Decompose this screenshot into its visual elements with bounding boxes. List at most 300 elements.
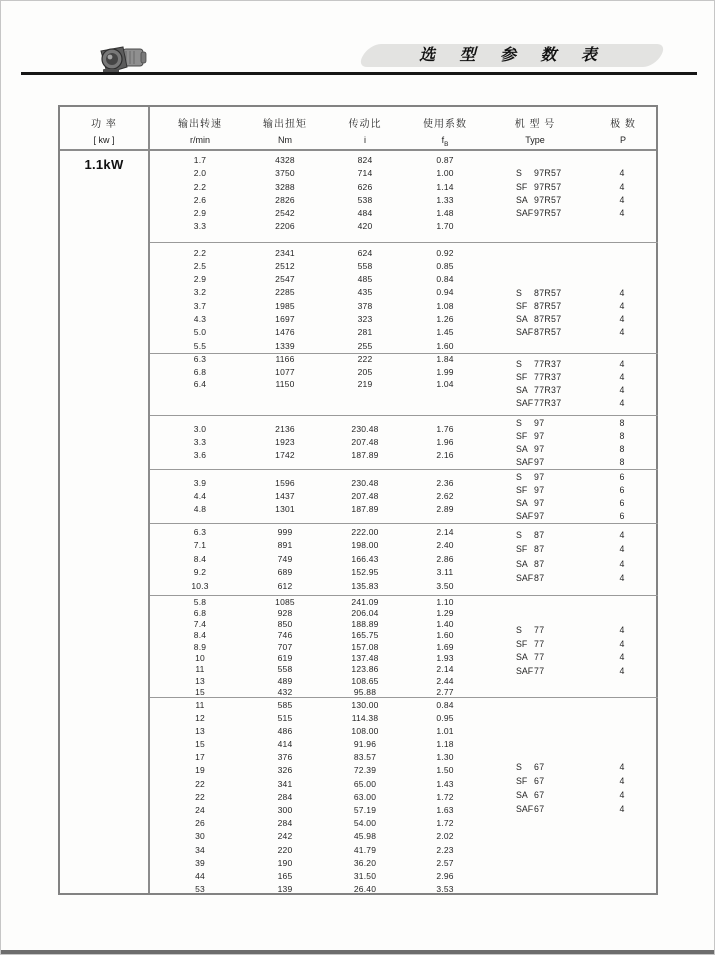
cell-torque: 1301 bbox=[275, 504, 295, 515]
type-model: 87 bbox=[534, 558, 545, 569]
poles-value: 8 bbox=[619, 457, 625, 467]
cell-speed: 2.9 bbox=[193, 274, 207, 285]
poles-value: 4 bbox=[619, 558, 625, 569]
cell-speed: 44 bbox=[195, 870, 205, 881]
cell-service-factor: 0.85 bbox=[436, 260, 454, 271]
type-model: 87R57 bbox=[534, 300, 562, 311]
table-row bbox=[150, 738, 658, 751]
cell-service-factor: 2.02 bbox=[436, 831, 454, 842]
cell-speed: 11 bbox=[195, 664, 205, 675]
cell-service-factor: 0.84 bbox=[436, 274, 454, 285]
type-prefix: SF bbox=[516, 300, 528, 311]
cell-torque: 1085 bbox=[275, 596, 295, 607]
cell-service-factor: 2.16 bbox=[436, 450, 454, 461]
poles-value: 8 bbox=[619, 418, 625, 428]
cell-torque: 891 bbox=[277, 540, 293, 551]
cell-service-factor: 1.70 bbox=[436, 221, 454, 232]
table-row bbox=[150, 844, 658, 857]
table-group bbox=[150, 469, 658, 523]
cell-ratio: 626 bbox=[357, 181, 373, 192]
type-model: 77R37 bbox=[534, 358, 562, 369]
poles-value: 8 bbox=[619, 431, 625, 441]
type-row bbox=[516, 300, 658, 313]
header-poles: 极 数 P bbox=[610, 119, 636, 145]
header-service-factor: 使用系数 $f_B$ bbox=[423, 119, 467, 148]
type-prefix: SAF bbox=[516, 208, 534, 219]
table-group bbox=[150, 595, 658, 697]
cell-speed: 8.9 bbox=[193, 641, 207, 652]
poles-value: 6 bbox=[619, 498, 625, 508]
cell-ratio: 207.48 bbox=[351, 436, 379, 447]
cell-ratio: 222 bbox=[357, 353, 373, 364]
type-prefix: SA bbox=[516, 789, 528, 800]
cell-ratio: 323 bbox=[357, 313, 373, 324]
cell-ratio: 108.00 bbox=[351, 725, 379, 736]
type-list bbox=[516, 417, 658, 469]
cell-service-factor: 1.76 bbox=[436, 423, 454, 434]
cell-ratio: 378 bbox=[357, 300, 373, 311]
type-list bbox=[516, 471, 658, 523]
cell-ratio: 187.89 bbox=[351, 450, 379, 461]
type-row bbox=[516, 443, 658, 456]
cell-speed: 6.4 bbox=[193, 378, 207, 389]
cell-service-factor: 1.72 bbox=[436, 791, 454, 802]
type-model: 77 bbox=[534, 638, 545, 649]
table-row bbox=[150, 725, 658, 738]
cell-ratio: 222.00 bbox=[351, 527, 379, 537]
table-row bbox=[150, 857, 658, 870]
type-row bbox=[516, 456, 658, 469]
cell-ratio: 485 bbox=[357, 274, 373, 285]
cell-speed: 19 bbox=[195, 765, 205, 776]
cell-service-factor: 1.00 bbox=[436, 168, 454, 179]
poles-value: 4 bbox=[619, 397, 625, 408]
cell-torque: 689 bbox=[277, 567, 293, 578]
cell-torque: 2341 bbox=[275, 247, 295, 258]
type-prefix: SF bbox=[516, 775, 528, 786]
cell-torque: 2136 bbox=[275, 423, 295, 434]
type-prefix: SF bbox=[516, 431, 528, 441]
cell-torque: 220 bbox=[277, 844, 293, 855]
type-row bbox=[516, 358, 658, 371]
cell-torque: 190 bbox=[277, 857, 293, 868]
cell-ratio: 54.00 bbox=[353, 818, 377, 829]
cell-ratio: 95.88 bbox=[353, 686, 377, 697]
type-model: 67 bbox=[534, 789, 545, 800]
cell-service-factor: 2.89 bbox=[436, 504, 454, 515]
cell-torque: 4328 bbox=[275, 155, 295, 165]
table-group bbox=[150, 697, 658, 894]
type-model: 77 bbox=[534, 652, 545, 662]
type-row bbox=[516, 557, 658, 572]
poles-value: 4 bbox=[619, 384, 625, 395]
type-row bbox=[516, 510, 658, 523]
type-row bbox=[516, 665, 658, 679]
cell-speed: 5.8 bbox=[193, 596, 207, 607]
type-row bbox=[516, 371, 658, 384]
type-model: 77 bbox=[534, 625, 545, 635]
cell-speed: 4.8 bbox=[193, 504, 207, 515]
type-list bbox=[516, 624, 658, 678]
cell-torque: 1150 bbox=[275, 378, 295, 389]
cell-service-factor: 2.62 bbox=[436, 490, 454, 501]
cell-speed: 2.5 bbox=[193, 260, 207, 271]
type-prefix: S bbox=[516, 358, 522, 369]
power-rating-label: 1.1kW bbox=[84, 157, 124, 172]
cell-speed: 13 bbox=[195, 725, 205, 736]
cell-service-factor: 1.10 bbox=[436, 596, 454, 607]
cell-torque: 139 bbox=[277, 884, 293, 893]
cell-service-factor: 0.92 bbox=[436, 247, 454, 258]
table-row bbox=[150, 340, 658, 353]
header-power: 功 率 [ kw ] bbox=[91, 119, 117, 145]
cell-service-factor: 0.95 bbox=[436, 712, 454, 723]
cell-torque: 515 bbox=[277, 712, 293, 723]
table-body bbox=[150, 151, 658, 893]
type-row bbox=[516, 774, 658, 788]
table-row bbox=[150, 712, 658, 725]
cell-torque: 1596 bbox=[275, 477, 295, 488]
cell-torque: 2512 bbox=[275, 260, 295, 271]
cell-service-factor: 2.40 bbox=[436, 540, 454, 551]
type-model: 67 bbox=[534, 803, 545, 814]
cell-torque: 2285 bbox=[275, 287, 295, 298]
type-row bbox=[516, 287, 658, 300]
cell-speed: 5.5 bbox=[193, 340, 207, 351]
type-prefix: SAF bbox=[516, 457, 534, 467]
cell-torque: 612 bbox=[277, 580, 293, 591]
poles-value: 4 bbox=[619, 761, 625, 772]
type-row bbox=[516, 397, 658, 410]
poles-value: 4 bbox=[619, 168, 625, 179]
cell-ratio: 558 bbox=[357, 260, 373, 271]
type-model: 87R57 bbox=[534, 327, 562, 338]
type-model: 87 bbox=[534, 544, 545, 554]
table-group bbox=[150, 151, 658, 242]
cell-ratio: 205 bbox=[357, 367, 373, 378]
cell-ratio: 130.00 bbox=[351, 699, 379, 710]
table-row bbox=[150, 247, 658, 260]
type-prefix: S bbox=[516, 529, 522, 540]
page-title: 选 型 参 数 表 bbox=[419, 47, 607, 64]
type-prefix: SF bbox=[516, 371, 528, 382]
cell-service-factor: 2.96 bbox=[436, 870, 454, 881]
cell-torque: 489 bbox=[277, 675, 293, 686]
type-list bbox=[516, 358, 658, 410]
type-row bbox=[516, 167, 658, 180]
table-group bbox=[150, 353, 658, 415]
cell-ratio: 420 bbox=[357, 221, 373, 232]
cell-speed: 3.2 bbox=[193, 287, 207, 298]
poles-value: 4 bbox=[619, 327, 625, 338]
cell-service-factor: 3.11 bbox=[436, 567, 454, 578]
type-prefix: S bbox=[516, 287, 522, 298]
type-model: 67 bbox=[534, 775, 545, 786]
cell-service-factor: 1.43 bbox=[436, 778, 454, 789]
type-model: 97R57 bbox=[534, 194, 562, 205]
cell-service-factor: 3.50 bbox=[436, 580, 454, 591]
type-prefix: S bbox=[516, 168, 522, 179]
cell-ratio: 152.95 bbox=[351, 567, 379, 578]
cell-service-factor: 1.40 bbox=[436, 619, 454, 630]
cell-service-factor: 1.84 bbox=[436, 353, 454, 364]
poles-value: 4 bbox=[619, 314, 625, 325]
cell-torque: 1923 bbox=[275, 436, 295, 447]
table-header-row bbox=[60, 107, 656, 151]
cell-speed: 10 bbox=[195, 652, 205, 663]
cell-service-factor: 1.14 bbox=[436, 181, 454, 192]
cell-service-factor: 1.08 bbox=[436, 300, 454, 311]
cell-service-factor: 2.57 bbox=[436, 857, 454, 868]
type-model: 97 bbox=[534, 418, 545, 428]
table-row bbox=[150, 597, 658, 608]
cell-torque: 300 bbox=[277, 805, 293, 815]
poles-value: 4 bbox=[619, 181, 625, 192]
cell-ratio: 114.38 bbox=[351, 712, 379, 723]
cell-ratio: 31.50 bbox=[353, 870, 377, 881]
cell-ratio: 206.04 bbox=[351, 607, 379, 618]
cell-torque: 284 bbox=[277, 791, 293, 802]
cell-ratio: 123.86 bbox=[351, 664, 379, 675]
poles-value: 4 bbox=[619, 638, 625, 649]
cell-ratio: 538 bbox=[357, 194, 373, 205]
type-row bbox=[516, 571, 658, 586]
type-list bbox=[516, 287, 658, 340]
type-prefix: SA bbox=[516, 498, 528, 508]
cell-ratio: 57.19 bbox=[353, 805, 377, 815]
poles-value: 6 bbox=[619, 485, 625, 495]
cell-service-factor: 1.99 bbox=[436, 367, 454, 378]
cell-speed: 22 bbox=[195, 791, 205, 802]
table-row bbox=[150, 883, 658, 893]
poles-value: 4 bbox=[619, 529, 625, 540]
header-output-torque: 输出扭矩 Nm bbox=[263, 119, 307, 145]
cell-speed: 3.0 bbox=[193, 423, 207, 434]
cell-service-factor: 0.84 bbox=[436, 699, 454, 710]
type-row bbox=[516, 651, 658, 665]
cell-torque: 928 bbox=[277, 607, 293, 618]
cell-torque: 1166 bbox=[275, 353, 295, 364]
cell-speed: 9.2 bbox=[193, 567, 207, 578]
cell-speed: 34 bbox=[195, 844, 205, 855]
type-model: 87 bbox=[534, 529, 545, 540]
header-rule bbox=[21, 72, 697, 75]
cell-ratio: 157.08 bbox=[351, 641, 379, 652]
cell-speed: 3.7 bbox=[193, 300, 207, 311]
type-row bbox=[516, 207, 658, 220]
cell-ratio: 230.48 bbox=[351, 477, 379, 488]
type-prefix: SAF bbox=[516, 511, 534, 521]
type-model: 97 bbox=[534, 498, 545, 508]
cell-speed: 7.4 bbox=[193, 619, 207, 630]
header-output-speed: 输出转速 r/min bbox=[178, 119, 222, 145]
table-row bbox=[150, 608, 658, 619]
cell-speed: 8.4 bbox=[193, 553, 207, 564]
cell-ratio: 207.48 bbox=[351, 490, 379, 501]
cell-ratio: 166.43 bbox=[351, 553, 379, 564]
cell-service-factor: 0.94 bbox=[436, 287, 454, 298]
cell-speed: 39 bbox=[195, 857, 205, 868]
cell-speed: 5.0 bbox=[193, 327, 207, 338]
type-prefix: SA bbox=[516, 558, 528, 569]
cell-speed: 3.3 bbox=[193, 221, 207, 232]
cell-speed: 8.4 bbox=[193, 630, 207, 641]
type-row bbox=[516, 497, 658, 510]
cell-speed: 24 bbox=[195, 805, 205, 815]
cell-ratio: 624 bbox=[357, 247, 373, 258]
cell-service-factor: 2.44 bbox=[436, 675, 454, 686]
type-prefix: SA bbox=[516, 652, 528, 662]
type-row bbox=[516, 788, 658, 802]
type-model: 97 bbox=[534, 472, 545, 482]
type-prefix: SAF bbox=[516, 573, 534, 583]
cell-torque: 585 bbox=[277, 699, 293, 710]
type-model: 97R57 bbox=[534, 168, 562, 179]
type-model: 67 bbox=[534, 761, 545, 772]
type-model: 77R37 bbox=[534, 397, 562, 408]
cell-torque: 2826 bbox=[275, 194, 295, 205]
cell-speed: 2.2 bbox=[193, 181, 207, 192]
cell-service-factor: 1.26 bbox=[436, 313, 454, 324]
cell-ratio: 36.20 bbox=[353, 857, 377, 868]
type-model: 97R57 bbox=[534, 181, 562, 192]
table-row bbox=[150, 817, 658, 830]
type-row bbox=[516, 624, 658, 638]
cell-torque: 558 bbox=[277, 664, 293, 675]
cell-service-factor: 1.93 bbox=[436, 652, 454, 663]
cell-torque: 1985 bbox=[275, 300, 295, 311]
cell-ratio: 187.89 bbox=[351, 504, 379, 515]
table-group bbox=[150, 523, 658, 595]
type-row bbox=[516, 181, 658, 194]
cell-speed: 6.3 bbox=[193, 353, 207, 364]
cell-torque: 1742 bbox=[275, 450, 295, 461]
cell-service-factor: 1.04 bbox=[436, 378, 454, 389]
cell-torque: 999 bbox=[277, 527, 293, 537]
header-type: 机 型 号 Type bbox=[514, 119, 556, 145]
cell-torque: 746 bbox=[277, 630, 293, 641]
cell-torque: 619 bbox=[277, 652, 293, 663]
cell-ratio: 41.79 bbox=[353, 844, 377, 855]
table-row bbox=[150, 154, 658, 167]
cell-speed: 6.8 bbox=[193, 367, 207, 378]
cell-speed: 2.9 bbox=[193, 208, 207, 219]
cell-torque: 2206 bbox=[275, 221, 295, 232]
table-row bbox=[150, 273, 658, 286]
cell-torque: 341 bbox=[277, 778, 293, 789]
type-prefix: SA bbox=[516, 444, 528, 454]
type-prefix: SF bbox=[516, 181, 528, 192]
type-row bbox=[516, 542, 658, 557]
table-group bbox=[150, 415, 658, 469]
type-row bbox=[516, 417, 658, 430]
cell-service-factor: 1.48 bbox=[436, 208, 454, 219]
cell-service-factor: 3.53 bbox=[436, 884, 454, 893]
type-prefix: SA bbox=[516, 384, 528, 395]
cell-service-factor: 1.96 bbox=[436, 436, 454, 447]
cell-service-factor: 1.01 bbox=[436, 725, 454, 736]
type-model: 87R57 bbox=[534, 287, 562, 298]
table-row bbox=[150, 699, 658, 712]
cell-ratio: 108.65 bbox=[351, 675, 379, 686]
cell-speed: 6.3 bbox=[193, 527, 207, 537]
cell-speed: 7.1 bbox=[193, 540, 207, 551]
cell-service-factor: 1.69 bbox=[436, 641, 454, 652]
page-footer-bar bbox=[1, 950, 714, 954]
cell-speed: 17 bbox=[195, 752, 205, 763]
table-row bbox=[150, 830, 658, 843]
cell-speed: 13 bbox=[195, 675, 205, 686]
cell-torque: 2547 bbox=[275, 274, 295, 285]
cell-ratio: 281 bbox=[357, 327, 373, 338]
type-prefix: SF bbox=[516, 638, 528, 649]
type-prefix: SA bbox=[516, 314, 528, 325]
cell-ratio: 198.00 bbox=[351, 540, 379, 551]
poles-value: 4 bbox=[619, 544, 625, 554]
selection-parameter-table bbox=[58, 105, 658, 895]
type-prefix: S bbox=[516, 418, 522, 428]
poles-value: 4 bbox=[619, 789, 625, 800]
type-list bbox=[516, 760, 658, 816]
cell-ratio: 165.75 bbox=[351, 630, 379, 641]
cell-speed: 2.0 bbox=[193, 168, 207, 179]
type-list bbox=[516, 528, 658, 586]
poles-value: 4 bbox=[619, 300, 625, 311]
type-model: 97 bbox=[534, 457, 545, 467]
cell-service-factor: 0.87 bbox=[436, 155, 454, 165]
cell-service-factor: 1.50 bbox=[436, 765, 454, 776]
type-prefix: SAF bbox=[516, 327, 534, 338]
cell-speed: 22 bbox=[195, 778, 205, 789]
cell-torque: 3750 bbox=[275, 168, 295, 179]
cell-service-factor: 1.33 bbox=[436, 194, 454, 205]
cell-speed: 2.6 bbox=[193, 194, 207, 205]
cell-ratio: 188.89 bbox=[351, 619, 379, 630]
cell-ratio: 219 bbox=[357, 378, 373, 389]
cell-torque: 165 bbox=[277, 870, 293, 881]
cell-torque: 432 bbox=[277, 686, 293, 697]
type-prefix: SF bbox=[516, 544, 528, 554]
cell-ratio: 63.00 bbox=[353, 791, 377, 802]
cell-speed: 3.9 bbox=[193, 477, 207, 488]
type-row bbox=[516, 384, 658, 397]
cell-service-factor: 1.72 bbox=[436, 818, 454, 829]
cell-speed: 4.4 bbox=[193, 490, 207, 501]
type-prefix: SF bbox=[516, 485, 528, 495]
cell-speed: 26 bbox=[195, 818, 205, 829]
cell-ratio: 135.83 bbox=[351, 580, 379, 591]
cell-speed: 4.3 bbox=[193, 313, 207, 324]
cell-speed: 10.3 bbox=[191, 580, 209, 591]
cell-ratio: 65.00 bbox=[353, 778, 377, 789]
table-row bbox=[150, 260, 658, 273]
type-model: 97 bbox=[534, 485, 545, 495]
cell-service-factor: 2.14 bbox=[436, 664, 454, 675]
cell-torque: 1437 bbox=[275, 490, 295, 501]
cell-service-factor: 2.86 bbox=[436, 553, 454, 564]
type-row bbox=[516, 471, 658, 484]
type-prefix: S bbox=[516, 761, 522, 772]
cell-torque: 414 bbox=[277, 739, 293, 750]
poles-value: 4 bbox=[619, 287, 625, 298]
type-row bbox=[516, 638, 658, 652]
poles-value: 4 bbox=[619, 358, 625, 369]
poles-value: 4 bbox=[619, 803, 625, 814]
cell-service-factor: 1.45 bbox=[436, 327, 454, 338]
cell-service-factor: 1.18 bbox=[436, 739, 454, 750]
poles-value: 4 bbox=[619, 194, 625, 205]
cell-ratio: 45.98 bbox=[353, 831, 377, 842]
